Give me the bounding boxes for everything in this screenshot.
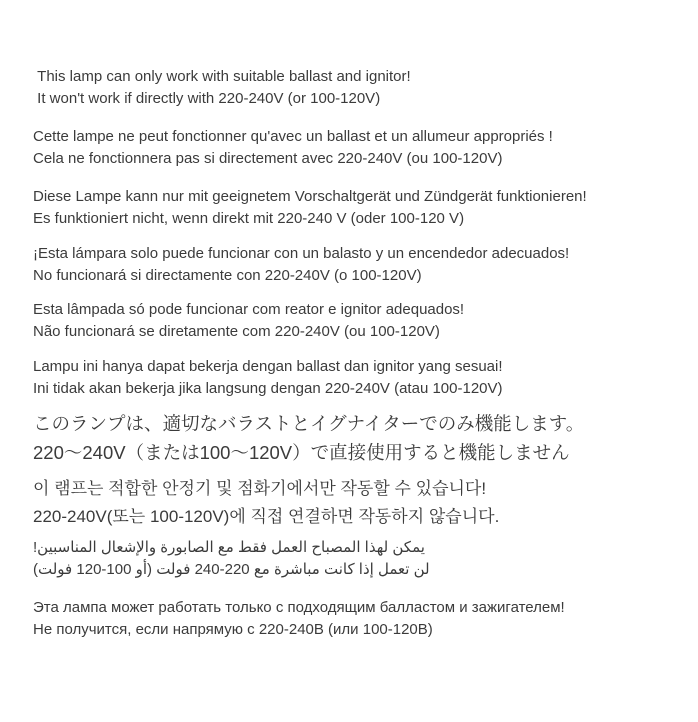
notice-line: يمكن لهذا المصباح العمل فقط مع الصابورة والإشعال المناسبين! [33, 539, 425, 556]
notice-line: 이 램프는 적합한 안정기 및 점화기에서만 작동할 수 있습니다! [33, 479, 487, 498]
notice-line: Diese Lampe kann nur mit geeignetem Vorschaltgerät und Zündgerät funktionieren! [33, 188, 587, 205]
notice-line: Эта лампа может работать только с подходящим балластом и зажигателем! [33, 599, 565, 616]
notice-line: It won't work if directly with 220-240V (or 100-120V) [33, 90, 381, 107]
notice-paragraph-japanese [33, 409, 680, 467]
notice-line: Não funcionará se diretamente com 220-240V (ou 100-120V) [33, 323, 440, 340]
notice-line: このランプは、適切なバラストとイグナイターでのみ機能します。 [33, 413, 585, 434]
notice-paragraph-french [33, 126, 680, 170]
notice-paragraph-portuguese [33, 299, 680, 343]
notice-paragraph-english [33, 66, 680, 110]
notice-line: Ini tidak akan bekerja jika langsung dengan 220-240V (atau 100-120V) [33, 380, 503, 397]
notice-line: This lamp can only work with suitable ballast and ignitor! [33, 68, 411, 85]
notice-line: 220-240V(또는 100-120V)에 직접 연결하면 작동하지 않습니다. [33, 507, 500, 526]
notice-line: Cette lampe ne peut fonctionner qu'avec un ballast et un allumeur appropriés ! [33, 128, 553, 145]
notice-line: No funcionará si directamente con 220-240V (o 100-120V) [33, 267, 422, 284]
notice-line: Es funktioniert nicht, wenn direkt mit 220-240 V (oder 100-120 V) [33, 210, 465, 227]
notice-line: لن تعمل إذا كانت مباشرة مع 220-240 فولت (أو 100-120 فولت) [33, 561, 430, 578]
notice-line: 220〜240V（または100〜120V）で直接使用すると機能しません [33, 442, 570, 463]
notice-line: Lampu ini hanya dapat bekerja dengan ballast dan ignitor yang sesuai! [33, 358, 503, 375]
notice-line: ¡Esta lámpara solo puede funcionar con un balasto y un encendedor adecuados! [33, 245, 570, 262]
notice-paragraph-german [33, 186, 680, 230]
notice-paragraph-arabic [33, 537, 680, 581]
notice-line: Esta lâmpada só pode funcionar com reator e ignitor adequados! [33, 301, 465, 318]
notice-line: Не получится, если напрямую с 220-240В (или 100-120В) [33, 621, 433, 638]
notice-line: Cela ne fonctionnera pas si directement avec 220-240V (ou 100-120V) [33, 150, 503, 167]
notice-paragraph-russian [33, 597, 680, 641]
notice-paragraph-spanish [33, 243, 680, 287]
notice-paragraph-korean [33, 475, 680, 531]
notice-paragraph-indonesian [33, 356, 680, 400]
